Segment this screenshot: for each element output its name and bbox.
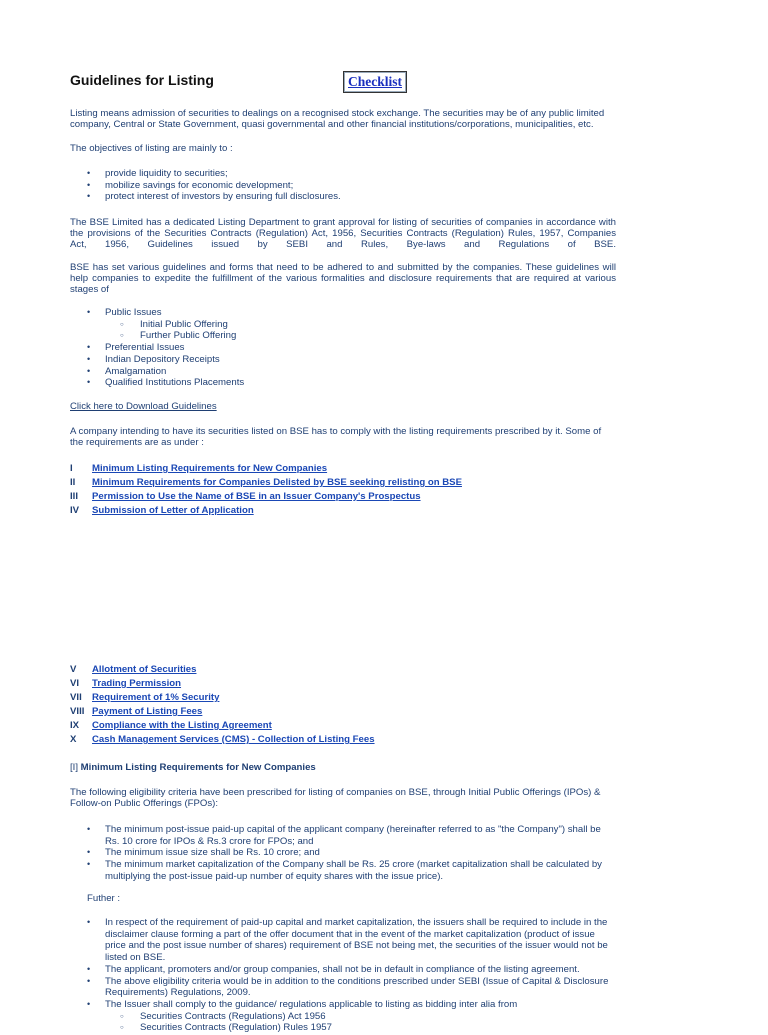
requirement-row <box>70 706 202 718</box>
intro-paragraph: Listing means admission of securities to dealings on a recognised stock exchange. The securities may be of any public limited company, Central or State Government, quasi governmental and other financial institutions/corporations, municipalities, etc. <box>70 108 605 130</box>
list-item: • Public Issues <box>70 307 616 319</box>
requirement-link-2[interactable]: Minimum Requirements for Companies Delisted by BSE seeking relisting on BSE <box>92 477 462 488</box>
requirement-link-5[interactable]: Allotment of Securities <box>92 664 197 675</box>
further-a-line-1: In respect of the requirement of paid-up capital and market capitalization, the issuers shall be required to include in the <box>105 917 608 928</box>
requirement-link-3[interactable]: Permission to Use the Name of BSE in an Issuer Company's Prospectus <box>92 491 421 502</box>
bse-guidelines-line-3: stages of <box>70 284 109 295</box>
requirement-link-6[interactable]: Trading Permission <box>92 678 182 689</box>
requirement-link-1[interactable]: Minimum Listing Requirements for New Companies <box>92 463 328 474</box>
list-item <box>70 999 616 1011</box>
further-d: The Issuer shall comply to the guidance/ regulations applicable to listing as bidding inter alia from <box>105 998 518 1010</box>
stages-list <box>70 307 616 389</box>
further-c-line-1: The above eligibility criteria would be in addition to the conditions prescribed under SEBI (Issue of Capital & Disclosure <box>105 975 609 987</box>
list-item: ○ Securities Contracts (Regulations) Act 1956 <box>70 1011 616 1023</box>
requirement-row <box>70 491 421 503</box>
list-item: • Amalgamation <box>70 366 616 378</box>
list-item: • protect interest of investors by ensuring full disclosures. <box>70 191 616 203</box>
requirement-number: VII <box>70 692 82 703</box>
list-item: ○ Securities Contracts (Regulation) Rules 1957 <box>70 1022 616 1034</box>
list-item <box>70 824 616 847</box>
requirement-link-10[interactable]: Cash Management Services (CMS) - Collection of Listing Fees <box>92 734 375 745</box>
further-list <box>70 917 616 1034</box>
list-item <box>70 859 616 882</box>
further-b: The applicant, promoters and/or group companies, shall not be in default in compliance of the listing agreement. <box>105 963 580 975</box>
criteria-3-line-2: multiplying the post-issue paid-up number of equity shares with the issue price). <box>105 870 444 882</box>
criteria-list <box>70 824 616 883</box>
requirement-row <box>70 678 181 690</box>
requirement-row <box>70 463 327 475</box>
requirement-number: I <box>70 463 73 474</box>
requirement-number: IV <box>70 505 80 516</box>
further-a-line-2: disclaimer clause forming a part of the offer document that in the event of the market capitalization (product of issue <box>105 928 595 940</box>
section-heading <box>70 762 316 773</box>
requirement-number: III <box>70 491 78 502</box>
list-item: • mobilize savings for economic development; <box>70 180 616 192</box>
bse-dept-line-2: the provisions of the Securities Contracts (Regulation) Act, 1956, Securities Contracts (Regulation) Rules, 1957, Companies <box>70 228 616 239</box>
section-number: [I] <box>70 762 78 773</box>
requirement-row <box>70 477 462 489</box>
requirement-number: V <box>70 664 77 675</box>
section-intro-line-1: The following eligibility criteria have been prescribed for listing of companies on BSE, through Initial Public Offerings (IPOs) & <box>70 787 601 798</box>
requirement-link-8[interactable]: Payment of Listing Fees <box>92 706 203 717</box>
list-item: ○ Further Public Offering <box>70 330 616 342</box>
further-c-line-2: Requirements) Regulations, 2009. <box>105 987 251 999</box>
requirement-link-9[interactable]: Compliance with the Listing Agreement <box>92 720 272 731</box>
requirement-number: X <box>70 734 77 745</box>
list-item <box>70 976 616 999</box>
bse-guidelines-line-2: help companies to expedite the fulfillment of the various formalities and disclosure requirements that are required at various <box>70 273 616 284</box>
objectives-intro: The objectives of listing are mainly to : <box>70 143 233 154</box>
bse-guidelines-line-1: BSE has set various guidelines and forms that need to be adhered to and submitted by the companies. These guidelines will <box>70 262 616 273</box>
further-a-line-3: price and the post issue number of shares) requirement of BSE not being met, the securities of the issuer would not be <box>105 940 608 952</box>
criteria-1-line-1: The minimum post-issue paid-up capital of the applicant company (hereinafter referred to as "the Company") shall be <box>105 824 601 835</box>
requirements-intro-line-1: A company intending to have its securities listed on BSE has to comply with the listing requirements prescribed by it. Some of <box>70 426 602 437</box>
list-item: • provide liquidity to securities; <box>70 168 616 180</box>
list-item: • Indian Depository Receipts <box>70 354 616 366</box>
further-a-line-4: listed on BSE. <box>105 952 166 964</box>
criteria-3-line-1: The minimum market capitalization of the Company shall be Rs. 25 crore (market capitalization shall be calculated by <box>105 859 602 871</box>
list-item: ○ Initial Public Offering <box>70 319 616 331</box>
requirements-intro-line-2: the requirements are as under : <box>70 437 204 448</box>
bse-dept-line-1: The BSE Limited has a dedicated Listing Department to grant approval for listing of securities of companies in accordance with <box>70 217 616 228</box>
bse-dept-line-3: Act, 1956, Guidelines issued by SEBI and Rules, Bye-laws and Regulations of BSE. <box>70 239 616 250</box>
requirement-link-7[interactable]: Requirement of 1% Security <box>92 692 220 703</box>
list-item: • Qualified Institutions Placements <box>70 377 616 389</box>
requirement-number: IX <box>70 720 80 731</box>
requirement-number: VIII <box>70 706 85 717</box>
requirement-row <box>70 734 375 746</box>
requirement-number: VI <box>70 678 80 689</box>
list-item <box>70 964 616 976</box>
requirement-row <box>70 692 219 704</box>
list-item: • Preferential Issues <box>70 342 616 354</box>
list-item <box>70 847 616 859</box>
page-title: Guidelines for Listing <box>70 72 214 88</box>
requirement-row <box>70 720 272 732</box>
checklist-button[interactable]: Checklist <box>343 71 407 93</box>
list-item <box>70 917 616 964</box>
requirement-number: II <box>70 477 76 488</box>
requirement-row <box>70 664 196 676</box>
requirement-link-4[interactable]: Submission of Letter of Application <box>92 505 254 516</box>
section-title: Minimum Listing Requirements for New Companies <box>78 762 316 773</box>
further-label: Futher : <box>87 893 121 904</box>
download-guidelines-link[interactable]: Click here to Download Guidelines <box>70 401 217 412</box>
requirement-row <box>70 505 254 517</box>
criteria-1-line-2: Rs. 10 crore for IPOs & Rs.3 crore for FPOs; and <box>105 835 314 847</box>
criteria-2-line-1: The minimum issue size shall be Rs. 10 crore; and <box>105 847 320 859</box>
objectives-list <box>70 168 616 203</box>
section-intro-line-2: Follow-on Public Offerings (FPOs): <box>70 798 219 809</box>
